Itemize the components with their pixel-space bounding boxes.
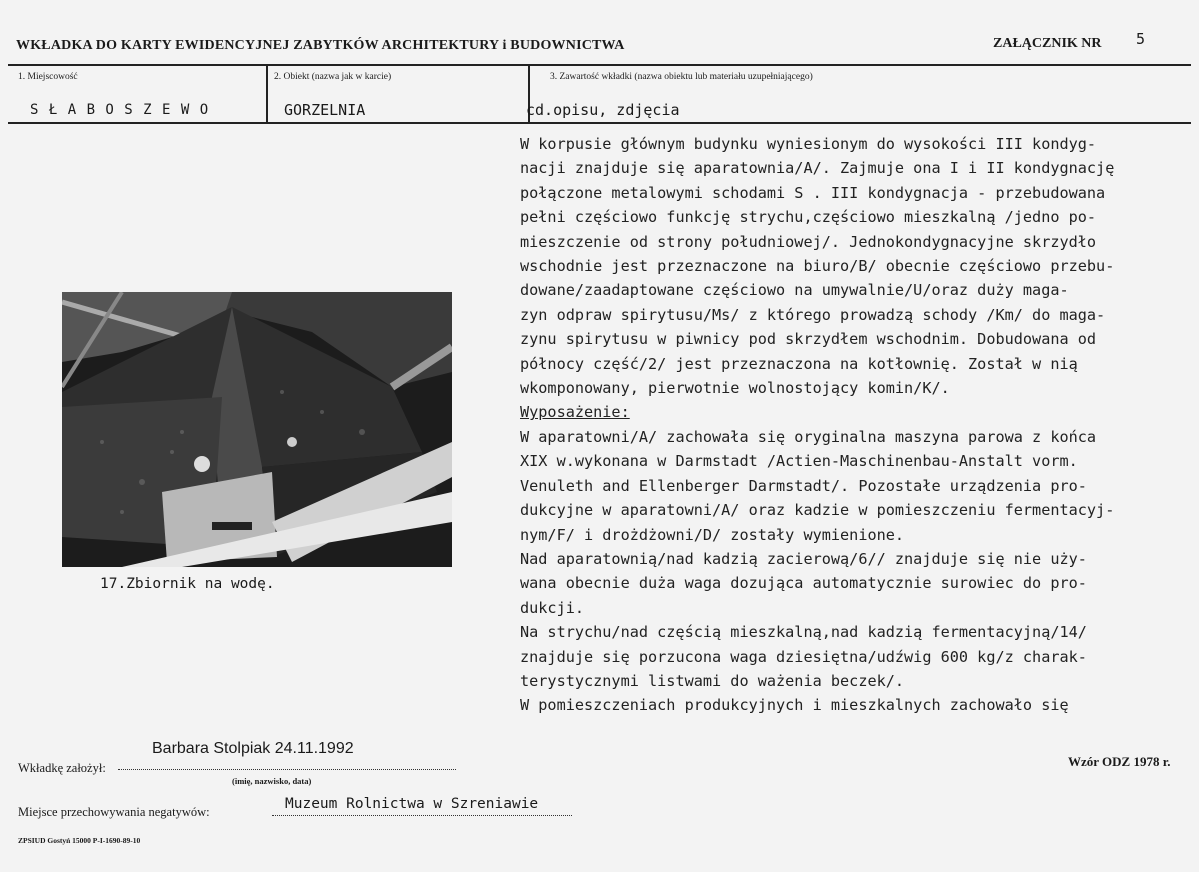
text-line: Nad aparatownią/nad kadzią zacierową/6// znajduje się nie uży- [520,549,1087,568]
attachment-label: ZAŁĄCZNIK NR [993,36,1102,51]
text-line: znajduje się porzucona waga dziesiętna/udźwig 600 kg/z charak- [520,647,1087,666]
author-label: Wkładkę założył: [18,761,106,775]
field-2-label: 2. Obiekt (nazwa jak w karcie) [274,72,392,82]
text-line: zyn odpraw spirytusu/Ms/ z którego prowadzą schody /Km/ do maga- [520,305,1106,324]
text-line: nacji znajduje się aparatownia/A/. Zajmuje ona I i II kondygnację [520,159,1115,178]
field-2-value: GORZELNIA [284,101,366,119]
header-rule-bottom [8,122,1191,124]
author-underline [118,769,456,770]
text-line: Na strychu/nad częścią mieszkalną,nad kadzią fermentacyjną/14/ [520,623,1087,642]
storage-value: Muzeum Rolnictwa w Szreniawie [285,796,539,812]
text-line: dowane/zaadaptowane częściowo na umywalnie/U/oraz duży maga- [520,281,1069,300]
author-value: Barbara Stolpiak 24.11.1992 [152,740,354,757]
storage-label: Miejsce przechowywania negatywów: [18,805,210,819]
text-line: W aparatowni/A/ zachowała się oryginalna maszyna parowa z końca [520,427,1097,446]
storage-underline [272,815,572,816]
text-line: wkomponowany, pierwotnie wolnostojący komin/K/. [520,379,950,398]
field-1-label: 1. Miejscowość [18,72,78,82]
field-3-label: 3. Zawartość wkładki (nazwa obiektu lub materiału uzupełniającego) [550,72,813,82]
text-line: dukcji. [520,598,585,617]
field-3-value: cd.opisu, zdjęcia [526,101,680,119]
text-line: XIX w.wykonana w Darmstadt /Actien-Maschinenbau-Anstalt vorm. [520,452,1078,471]
text-line: zynu spirytusu w piwnicy pod skrzydłem wschodnim. Dobudowana od [520,330,1097,349]
text-line: dukcyjne w aparatowni/A/ oraz kadzie w pomieszczeniu fermentacyj- [520,501,1115,520]
form-reference: Wzór ODZ 1978 r. [1068,754,1171,769]
author-hint: (imię, nazwisko, data) [232,776,312,786]
printer-info: ZPSIUD Gostyń 15000 P-I-1690-89-10 [18,836,141,845]
text-line: pełni częściowo funkcję strychu,częściowo mieszkalną /jedno po- [520,208,1097,227]
text-line: Venuleth and Ellenberger Darmstadt/. Pozostałe urządzenia pro- [520,476,1087,495]
text-line: terystycznymi listwami do ważenia beczek/. [520,671,905,690]
text-line: nym/F/ i drożdżowni/D/ zostały wymienione. [520,525,905,544]
text-line: W pomieszczeniach produkcyjnych i mieszkalnych zachowało się [520,696,1069,715]
text-line: wana obecnie duża waga dozująca automatycznie surowiec do pro- [520,574,1087,593]
text-line: mieszczenie od strony południowej/. Jednokondygnacyjne skrzydło [520,232,1097,251]
description-text [520,132,1180,718]
text-line: połączone metalowymi schodami S . III kondygnacja - przebudowana [520,183,1106,202]
header-rule-top [8,64,1191,66]
field-divider-1 [266,66,268,122]
photo-image [62,292,452,567]
attachment-number: 5 [1136,30,1146,48]
form-title: WKŁADKA DO KARTY EWIDENCYJNEJ ZABYTKÓW ARCHITEKTURY i BUDOWNICTWA [16,38,625,53]
photo-caption: 17.Zbiornik na wodę. [100,576,275,592]
text-line: W korpusie głównym budynku wyniesionym do wysokości III kondyg- [520,135,1097,153]
text-line: wschodnie jest przeznaczone na biuro/B/ obecnie częściowo przebu- [520,257,1115,276]
field-1-value: S Ł A B O S Z E W O [30,102,210,118]
text-line: północy część/2/ jest przeznaczona na kotłownię. Został w nią [520,354,1078,373]
section-heading: Wyposażenie: [520,403,630,422]
photo-water-tank [62,292,452,567]
